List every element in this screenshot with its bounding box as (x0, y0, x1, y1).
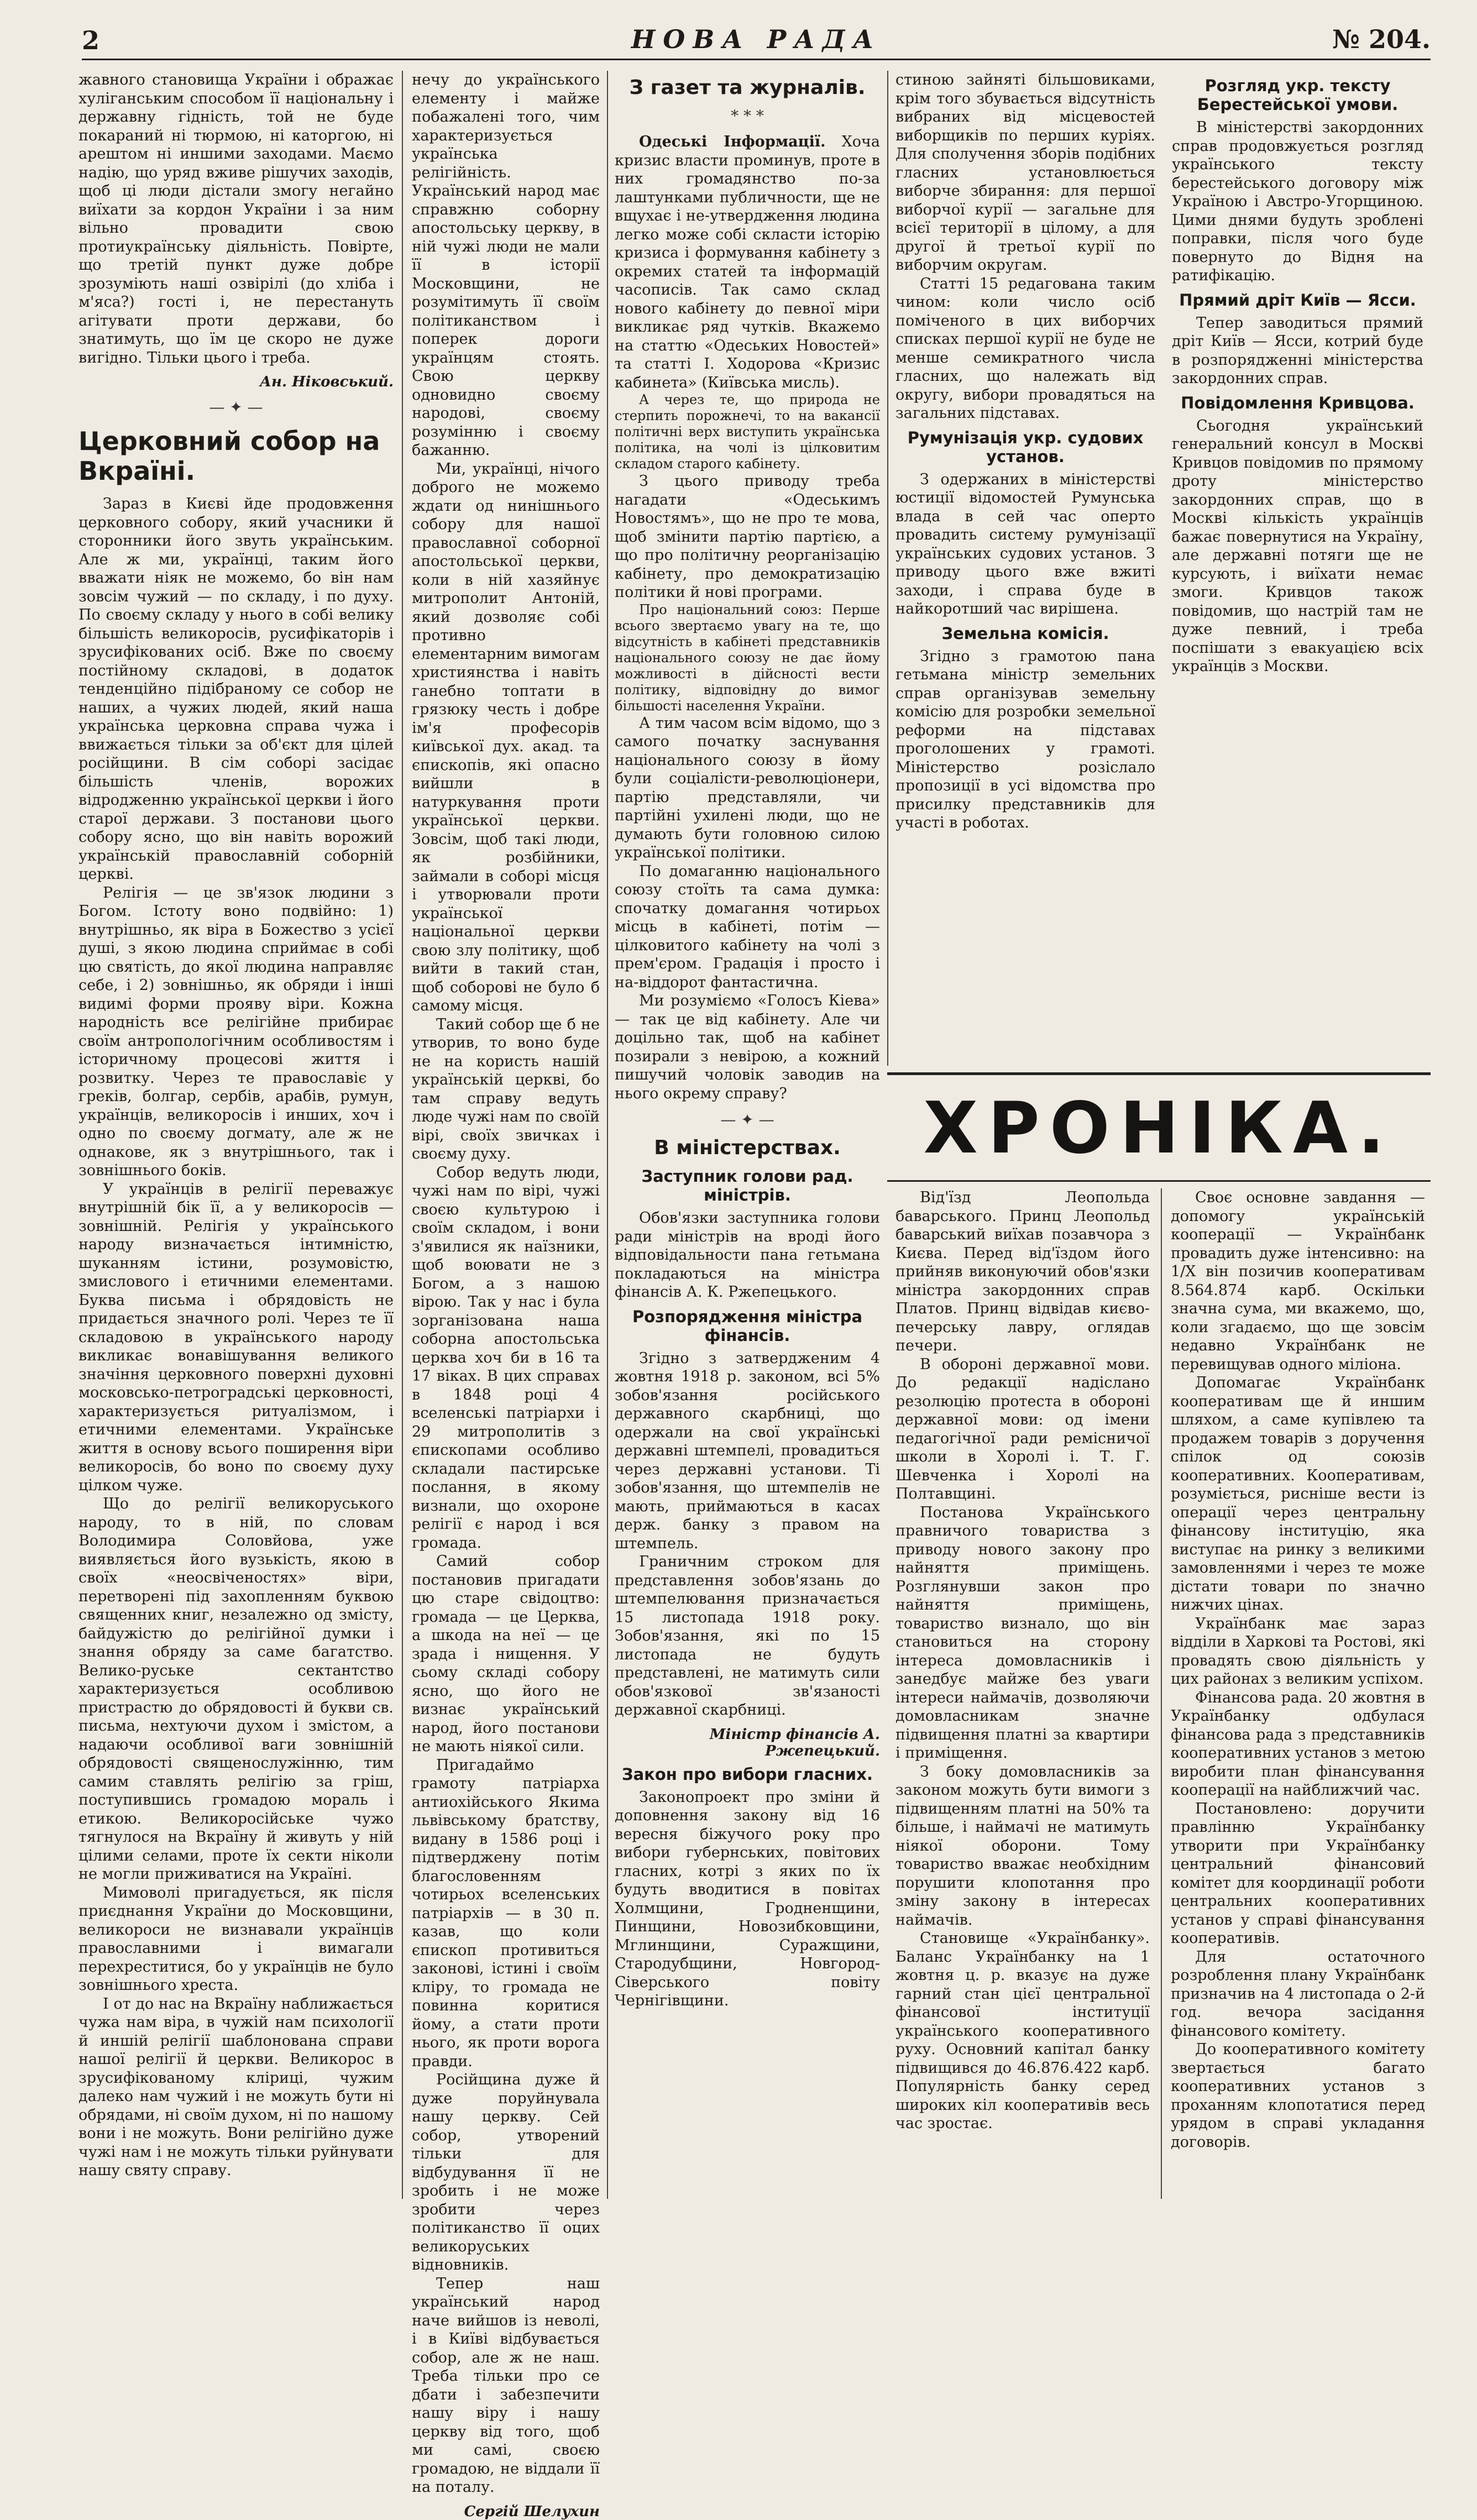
article-paragraph: Зараз в Києві йде продовження церковного собору, який учасники й сторонники його звуть українським. Але ж ми, українці, таким його вважати ніяк не можемо, бо він нам зовсім чужий — по складу, і по духу. По своєму складу у нього в собі велику більшість великоросів, русифікаторів і зрусифікованих осіб. Вже по своєму постійному складові, в додаток тенденційно підібраному се собор не наших, а чужих людей, який наша українська церковна справа чужа і ввижається тільки за об'єкт для цілей російщини. В сім соборі засідає більшість членів, ворожих відродженню української церкви і його старої держави. З постанови цього собору ясно, що він навіть ворожий українській православній соборній церкві. (78, 495, 394, 883)
column-rule (1161, 1188, 1162, 2199)
paragraph-text: Хоча кризис власти проминув, проте в них громадянство по-за лаштунками публичности, ще не вщухає і не-утвердження людина легко може собі скласти історію кризиса і формування кабінету з окремих статей та інформацій часописів. Так само склад нового кабінету до певної міри викликає ряд чутків. Вкажемо на статтю «Одеських Новостей» та статті І. Ходорова «Кризис кабинета» (Київська мисль). (615, 133, 880, 391)
column-4-top (895, 71, 1423, 1066)
chronicle-banner (887, 1072, 1431, 1182)
article-paragraph: Релігія — це зв'язок людини з Богом. Істоту воно подвійно: 1) внутрішньо, як віра в Божество з усієї душі, з якою людина сприймає в собі цю святість, до якої людина направляє себе, і 2) зовнішньо, як обряди і інші видимі форми прояву віри. Кожна народність все релігійне прибирає своїм антропологічним особливостям і історичному процесові життя і розвитку. Через те православіє у греків, болгар, сербів, арабів, румун, українців, великоросів і инших, хоч і одно по своєму догмату, але ж не однакове, як з внутрішнього, так і зовнішнього боків. (78, 884, 394, 1179)
column-rule (887, 71, 888, 1066)
article-paragraph: Тепер заводиться прямий дріт Київ — Ясси, котрий буде в розпорядженні міністерства закордонних справ. (1172, 314, 1423, 387)
author-signature: Міністр фінансів А. Ржепецький. (709, 1726, 880, 1759)
news-item: Своє основне завдання — допомогу українській кооперації — Українбанк провадить дуже інтенсивно: на 1/Х він позичив кооперативам 8.564.874 карб. Оскільки значна сума, ми вкажемо, що, коли згадаємо, що ще зовсім недавно Українбанк не перевищував одного міліона. (1171, 1189, 1425, 1373)
article-paragraph: По домаганню національного союзу стоїть та сама думка: спочатку домагання чотирьох місць в кабінеті, потім — цілковитого кабінету на чолі з прем'єром. Градація і просто і на-віддорот фантастична. (615, 862, 880, 991)
author-signature: Сергій Шелухин (464, 2503, 600, 2520)
subheading: Румунізація укр. судових установ. (907, 428, 1144, 466)
article-paragraph: Ми розуміємо «Голосъ Кіева» — так це від кабінету. Але чи доцільно так, щоб на кабінет позирали з невірою, а кожний пишучий чоловік заводив на нього окрему справу? (615, 992, 880, 1102)
article-paragraph: Статті 15 редагована таким чином: коли число осіб поміченого в цих виборчих списках першої курії не буде не менше семикратного числа гласних, що належать від округу, вибори провадяться на загальних підставах. (895, 275, 1155, 422)
article-paragraph: З одержаних в міністерстві юстиції відомостей Румунська влада в сей час оперто провадить систему румунізації українських судових установ. З приводу цього вже вжиті заходи, і справа буде в найкоротший час вирішена. (895, 470, 1155, 617)
paper-name: НОВА РАДА (631, 24, 882, 54)
subheading: Земельна комісія. (941, 624, 1109, 643)
article-paragraph: Згідно з грамотою пана гетьмана міністр земельних справ організував земельну комісію для розробки земельної реформи на підставах проголошених у грамоті. Міністерство розіслало пропозиції в усі відомства про присилку представників для участі в роботах. (895, 647, 1155, 831)
article-headline: Церковний собор на Вкраїні. (78, 426, 380, 486)
news-item: Фінансова рада. 20 жовтня в Українбанку одбулася фінансова рада з представників кооперативних установ з метою виробити план фінансування кооперації на найближчий час. (1171, 1689, 1425, 1799)
chronicle-title: ХРОНІКА. (923, 1087, 1395, 1170)
column-4-right (1172, 71, 1423, 832)
article-paragraph: А тим часом всім відомо, що з самого початку заснування національного союзу в йому були соціалісти-революціонери, партію представляли, чи партійні ухилені люди, що не думають бути головною силою української політики. (615, 714, 880, 861)
column-rule (402, 71, 403, 2199)
article-paragraph: Тепер наш український народ наче вийшов із неволі, і в Київі відбувається собор, але ж не наш. Треба тільки про се дбати і забезпечити нашу віру і нашу церкву від того, щоб ми самі, своєю громадою, не віддали її на поталу. (412, 2275, 600, 2496)
column-3 (615, 71, 880, 2199)
news-item: Постанова Українського правничого товариства з приводу нового закону про найняття приміщень. Розглянувши закон про найняття приміщень, товариство визнало, що він становиться на сторону інтереса домовласників і занедбує майже без уваги інтереси наймачів, дозволяючи домовласникам значне підвищення платні за квартири і приміщення. (895, 1503, 1150, 1762)
article-paragraph: З цього приводу треба нагадати «Одеськимъ Новостямъ», що не про те мова, щоб змінити партію партією, а що про політичну реорганізацію кабінету, про демократизацію політики й нові програми. (615, 473, 880, 601)
ornament-divider: — ✦ — (720, 1110, 774, 1129)
ornament-divider: * * * (731, 107, 764, 125)
article-paragraph: Сьогодня український генеральний консул в Москві Кривцов повідомив по прямому дроту міністерство закордонних справ, що в Москві кількість українців бажає повернутися на Україну, але державні потяги ще не курсують, і виїхати немає змоги. Кривцов також повідомив, що настрій там не дуже певний, і треба поспішати з евакуацією всіх українців з Москви. (1172, 417, 1423, 675)
ornament-divider: — ✦ — (209, 398, 263, 416)
section-headline: З газет та журналів. (629, 76, 866, 99)
news-item: Для остаточного розроблення плану Українбанк призначив на 4 листопада о 2-й год. вечора засідання фінансового комітету. (1171, 1948, 1425, 2040)
subheading: Заступник голови рад. міністрів. (641, 1167, 853, 1204)
subheading: Розгляд укр. тексту Берестейської умови. (1197, 76, 1399, 114)
article-paragraph: Граничним строком для представлення зобов'язань до штемпелювання призначається 15 листопада 1918 року. Зобов'язання, які по 15 листопада не будуть представлені, не матимуть сили обов'язкової зв'язаності державної скарбниці. (615, 1553, 880, 1719)
column-2 (412, 71, 600, 2520)
page-number: 2 (82, 25, 100, 55)
article-paragraph: Собор ведуть люди, чужі нам по вірі, чужі своєю культурою і своїм складом, і вони з'явилися як наїзники, щоб воювати не з Богом, а з нашою вірою. Так у нас і була зорганізована наша соборна апостольська церква хоч би в 16 та 17 віках. В цих справах в 1848 році 4 вселенські патріархи і 29 митрополитів з єпископами особливо складали пастирське послання, в якому визнали, що охороне релігії є народ і вся громада. (412, 1164, 600, 1552)
article-paragraph: Ми, українці, нічого доброго не можемо ждати од нинішнього собору для нашої православної соборної апостольської церкви, коли в ній хазяйнує митрополит Антоній, який дозволяє собі противно елементарним вимогам християнства і навіть ганебно топтати в грязюку честь і добре ім'я професорів київської дух. акад. та єпископів, які опасно вийшли в натуркування проти української церкви. Зовсім, щоб такі люди, як розбійники, займали в соборі місця і утворювали проти української національної церкви свою злу політику, щоб вийти в такий стан, щоб соборові не було б самому місця. (412, 460, 600, 1014)
subheading: Розпорядження міністра фінансів. (632, 1307, 863, 1345)
subheading: Закон про вибори гласних. (622, 1764, 873, 1784)
article-paragraph: І от до нас на Вкраїну наближається чужа нам віра, в чужій нам психології й иншій релігії шаблонована справи нашої релігії й церкви. Великорос в зрусифікованому кліриці, чужим далеко нам чужий і не можуть бути ні обрядами, ні своїм духом, ні по нашому вони і не можуть. Вони релігійно дуже чужі нам і не можуть тільки руйнувати нашу святу справу. (78, 1995, 394, 2179)
article-paragraph: Мимоволі пригадується, як після приєднання України до Московщини, великороси не визнавали українців православними і вимагали перехреститися, бо у українців не було зовнішнього хреста. (78, 1884, 394, 1994)
article-paragraph: Такий собор ще б не утворив, то воно буде не на користь нашій українській церкві, бо там справу ведуть люде чужі нам по своїй вірі, своїх звичках і своєму духу. (412, 1015, 600, 1162)
section-headline: В міністерствах. (654, 1136, 841, 1159)
article-paragraph: В міністерстві закордонних справ продовжується розгляд українського тексту берестейського договору між Україною і Австро-Угорщиною. Цими днями будуть зроблені поправки, після чого буде повернуто до Відня на ратифікацію. (1172, 119, 1423, 284)
news-item: З боку домовласників за законом можуть бути вимоги з підвищенням платні на 50% та більше, і наймачі не матимуть ніякої оборони. Тому товариство вважає необхідним порушити клопотання про зміну закону в інтересах наймачів. (895, 1763, 1150, 1929)
news-item: Від'їзд Леопольда баварського. Принц Леопольд баварський виїхав позавчора з Києва. Перед від'їздом його прийняв виконуючий обов'язки міністра закордонних справ Платов. Принц відвідав києво-печерську лавру, оглядав печери. (895, 1189, 1150, 1354)
article-paragraph: Що до релігії великоруського народу, то в ній, по словам Володимира Соловйова, уже виявляється його вузькість, якою в своїх «неосвіченостях» віри, перетворені під захопленням буквою священних книг, незалежно од змісту, байдужістю до релігійної думки і знання обряду за саме багатство. Велико-руське сектантство характеризується особливою пристрастю до обрядовості й букви св. письма, нехтуючи духом і змістом, а надаючи особливої ваги зовнішній обрядовості священослужінню, тим самим ставлять релігію за гріш, поступившись громадою мораль і етикою. Великоросійське чужо тягнулося на Вкраїну й живуть у ній цілими селами, проте їх секти ніколи не могли приживатися на Україні. (78, 1495, 394, 1883)
column-4-left (895, 71, 1155, 832)
article-paragraph: У українців в релігії переважує внутрішній бік її, а у великоросів — зовнішній. Релігія у українського народу визначається інтимністю, шуканням істини, розумовістю, змислового і етичними елементами. Буква письма і обрядовість не придається значного ролі. Через те її складовою в українського народу викликає вонавішування великого значіння церковного поверхні духовні московсько-петроградські церковності, характеризується ритуалізмом, і етичними елементами. Українське життя в основу всього поширення віри великоросів, бо воно по своєму духу цілком чуже. (78, 1180, 394, 1494)
news-item: Постановлено: доручити правлінню Українбанку утворити при Українбанку центральний фінансовий комітет для координації роботи центральних кооперативних установ у справі фінансування кооперативів. (1171, 1800, 1425, 1947)
chronicle-column-right (1171, 1188, 1425, 2200)
article-paragraph: Згідно з затвердженим 4 жовтня 1918 р. законом, всі 5% зобов'язання російського державного скарбниці, що одержали на свої українські державні штемпелі, провадиться через державні установи. Ті зобов'язання, що штемпелів не мають, приймаються в касах держ. банку з правом на штемпель. (615, 1349, 880, 1552)
article-paragraph: Пригадаймо грамоту патріарха антиохійського Якима львівському братству, видану в 1586 році і підтверджену потім благословенням чотирьох вселенських патріархів — в 30 п. казав, що коли єпископ противиться законові, істині і своїм кліру, то громада не повинна коритися йому, а стати проти нього, як проти ворога правди. (412, 1756, 600, 2070)
article-paragraph: жавного становища України і ображає хуліганським способом її національну і державну гідність, той не буде покараний ні тюрмою, ні каторгою, ні арештом ні иншими заходами. Маємо надію, що уряд вживе рішучих заходів, щоб ці люди дістали змогу негайно виїхати за кордон України і за ним вільно провадити свою протиукраїнську діяльність. Повірте, що третій пункт дуже добре зрозуміють наші озвірілі (до хліба і м'яса?) гості і, не перестануть агітувати проти держави, бо знатимуть, що їм це скоро не дуже вигідно. Тільки цього і треба. (78, 71, 394, 366)
issue-number: № 204. (1332, 24, 1431, 54)
news-item: Допомагає Українбанк кооперативам ще й иншим шляхом, а саме купівлею та продажем товарів з доручення спілок од союзів кооперативних. Кооперативам, розуміється, рисніше вести із операції через центральну фінансову інституцію, яка виступає на ринку з великими замовленнями і через те може дістати товари по значно нижчих цінах. (1171, 1374, 1425, 1613)
news-item: Українбанк має зараз відділи в Харкові та Ростові, які провадять свою діяльність у цих районах з великим успіхом. (1171, 1615, 1425, 1688)
article-paragraph: стиною зайняті більшовиками, крім того збувається відсутність вибраних від місцевостей виборщиків по перших куріях. Для сполучення зборів подібних гласних установлюється виборче збирання: для першої виборчої курії — загальне для всієї території в цілому, а для другої й третьої курії по виборчим округам. (895, 71, 1155, 274)
masthead (82, 22, 1431, 60)
news-item: В обороні державної мови. До редакції надіслано резолюцію протеста в обороні державної мови: од імени педагогічної ради ремісничої школи в Хоролі і. Т. Г. Шевченка і Хоролі на Полтавщині. (895, 1355, 1150, 1502)
subheading: Повідомлення Кривцова. (1181, 393, 1415, 412)
news-item: До кооперативного комітету звертається багато кооперативних установ з проханням клопотатися перед урядом в справі укладання договорів. (1171, 2041, 1425, 2151)
article-paragraph: Обов'язки заступника голови ради міністрів на вроді його відповідальности пана гетьмана покладаються на міністра фінансів А. К. Ржепецького. (615, 1209, 880, 1301)
chronicle-column-left (895, 1188, 1150, 2200)
author-signature: Ан. Ніковський. (259, 374, 394, 390)
article-paragraph: Російщина дуже й дуже поруйнувала нашу церкву. Сей собор, утворений тільки для відбудування її не зробить і не може зробити через політиканство її оцих великоруських відновників. (412, 2071, 600, 2273)
column-rule (607, 71, 608, 2199)
article-paragraph: Законопроект про зміни й доповнення закону від 16 вересня біжучого року про вибори губернських, повітових гласних, котрі з яких по їх будуть вводитися в повітах Холмщини, Гродненщини, Пинщини, Новозибковщини, Мглинщини, Суражщини, Стародубщини, Новгород-Сіверського повіту Чернігівщини. (615, 1788, 880, 2009)
source-label: Одеські Інформації. (639, 133, 826, 150)
subheading: Прямий дріт Київ — Ясси. (1179, 290, 1416, 310)
quoted-paragraph: Про національний союз: Перше всього звертаємо увагу на те, що відсутність в кабінеті представників національного союзу не дає йому можливості в дійсності вести політику, відповідну до вимог більшості населення України. (615, 601, 880, 714)
news-item: Становище «Українбанку». Баланс Українбанку на 1 жовтня ц. р. вказує на дуже гарний стан цієї центральної фінансової інституції українського кооперативного руху. Основний капітал банку підвищився до 46.876.422 карб. Популярність банку серед широких кіл кооперативів весь час зростає. (895, 1930, 1150, 2132)
article-paragraph (615, 133, 880, 392)
article-paragraph: Самий собор постановив пригадати цю старе свідоцтво: громада — це Церква, а шкода на неї — це зрада і нищення. У сьому складі собору ясно, що його не визнає український народ, його постанови не мають ніякої сили. (412, 1553, 600, 1755)
article-paragraph: нечу до українського елементу і майже побажалені того, чим характеризується українська релігійність. Український народ має справжню соборну апостольську церкву, в ній чужі люди не мали її в історії Московщини, не розумітимуть її своїм політиканством і поперек дороги українцям стоять. Свою церкву одновидно своєму народові, своєму розумінню і своєму бажанню. (412, 71, 600, 459)
column-1 (78, 71, 394, 2199)
quoted-paragraph: А через те, що природа не стерпить порожнечі, то на вакансії політичні верх виступить українська політика, на чолі із цілковитим складом старого кабінету. (615, 392, 880, 471)
